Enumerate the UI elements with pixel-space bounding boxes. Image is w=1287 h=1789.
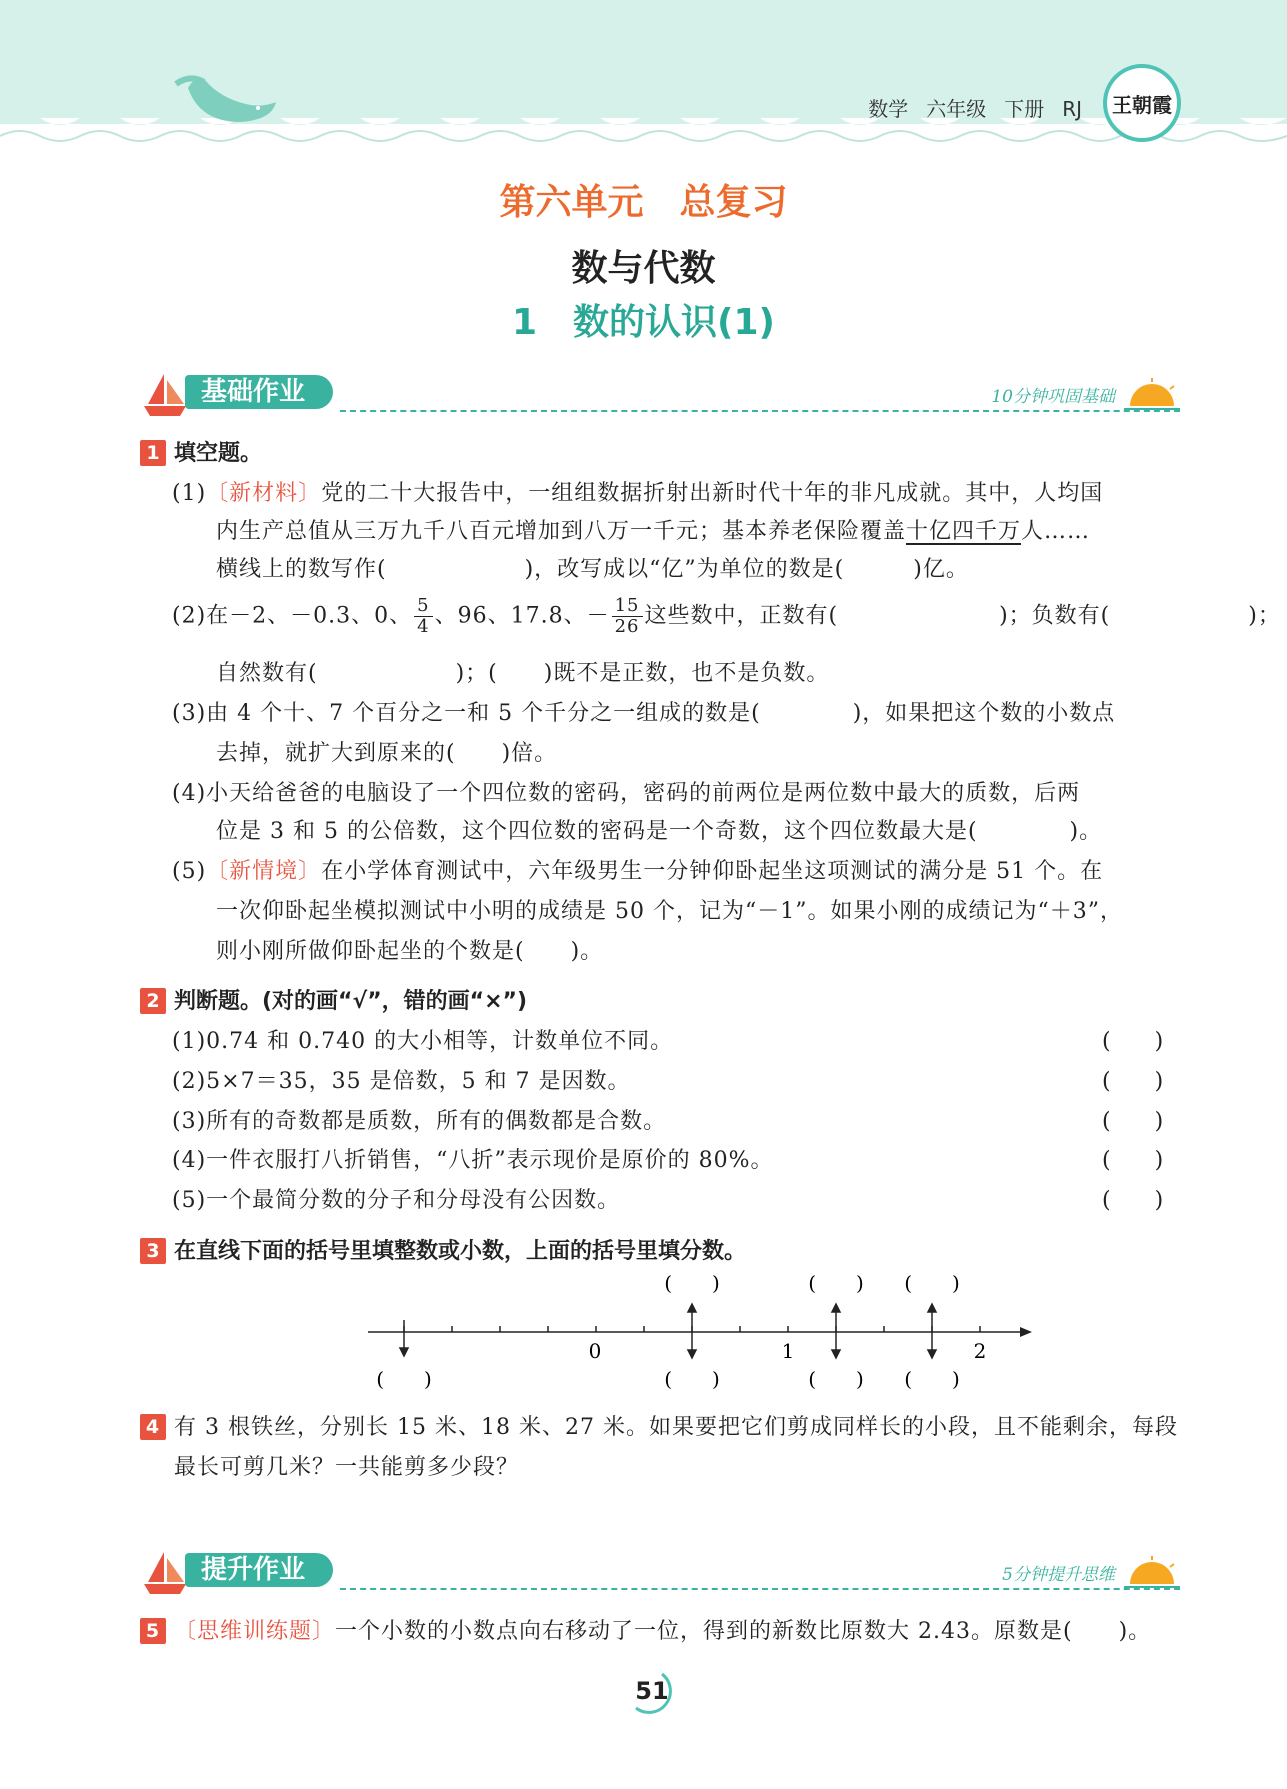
grade-label: 六年级	[926, 97, 987, 121]
blank-above: ( )	[904, 1271, 960, 1295]
wave-banner	[0, 0, 1287, 150]
q1-part4-line2: 位是 3 和 5 的公倍数，这个四位数的密码是一个奇数，这个四位数最大是( )。	[216, 819, 1103, 844]
question-2-heading	[140, 984, 527, 1015]
judge-item: (4)一件衣服打八折销售，“八折”表示现价是原价的 80%。	[172, 1148, 774, 1173]
section-title: 数与代数	[571, 248, 716, 289]
question-title: 填空题。	[174, 441, 263, 466]
part-text: 这些数中，正数有( )；负数有( )；	[644, 603, 1281, 629]
underlined-number: 十亿四千万	[906, 519, 1022, 544]
axis-arrow	[1020, 1327, 1032, 1337]
numerator: 15	[612, 596, 643, 617]
section-header-advanced	[140, 1548, 1180, 1598]
blank-below: ( )	[904, 1367, 960, 1391]
part-text: 、96、17.8、－	[434, 603, 610, 629]
page-header	[0, 0, 1287, 150]
q1-part1-line2	[216, 514, 1090, 545]
numerator: 5	[414, 596, 432, 617]
sunrise-icon	[1124, 376, 1180, 412]
question-title: 判断题。(对的画“√”，错的画“×”)	[174, 989, 528, 1014]
judge-item: (3)所有的奇数都是质数，所有的偶数都是合数。	[172, 1109, 667, 1134]
question-1-heading	[140, 436, 262, 467]
blank-above: ( )	[808, 1271, 864, 1295]
answer-blank[interactable]: ( )	[1102, 1188, 1164, 1213]
part-text: 党的二十大报告中，一组组数据折射出新时代十年的非凡成就。其中，人均国	[321, 481, 1104, 506]
q1-part5-line1	[172, 854, 1103, 885]
part-text: 内生产总值从三万九千八百元增加到八万一千元；基本养老保险覆盖	[216, 519, 907, 544]
question-number: 4	[140, 1414, 166, 1440]
q1-part4-line1: (4)小天给爸爸的电脑设了一个四位数的密码，密码的前两位是两位数中最大的质数，后两	[172, 781, 1081, 806]
section-header-basic	[140, 370, 1180, 420]
question-number: 5	[140, 1618, 166, 1644]
answer-blank[interactable]: ( )	[1102, 1029, 1164, 1054]
tick-label-0: 0	[588, 1339, 602, 1363]
q1-part2-line1	[172, 596, 1281, 637]
question-5	[140, 1614, 1151, 1645]
fraction	[414, 596, 432, 637]
section-note: 10分钟巩固基础	[991, 387, 1115, 407]
denominator: 4	[417, 616, 430, 637]
judge-item: (1)0.74 和 0.740 的大小相等，计数单位不同。	[172, 1029, 674, 1054]
question-4-line2: 最长可剪几米？一共能剪多少段？	[174, 1455, 520, 1480]
part-index: (2)	[172, 603, 207, 629]
section-note: 5分钟提升思维	[1002, 1565, 1115, 1585]
q1-part1-line3: 横线上的数写作( )，改写成以“亿”为单位的数是( )亿。	[216, 557, 969, 582]
question-number: 1	[140, 440, 166, 466]
page-number-text: 51	[635, 1677, 669, 1705]
question-text: 有 3 根铁丝，分别长 15 米、18 米、27 米。如果要把它们剪成同样长的小段，且不能剩余，每段	[174, 1415, 1178, 1440]
q1-part5-line3: 则小刚所做仰卧起坐的个数是( )。	[216, 939, 604, 964]
sailboat-icon	[140, 1548, 190, 1598]
edition-label: RJ	[1062, 97, 1082, 121]
part-text: 在－2、－0.3、0、	[206, 603, 413, 629]
question-title: 在直线下面的括号里填整数或小数，上面的括号里填分数。	[174, 1239, 747, 1264]
judge-item: (5)一个最简分数的分子和分母没有公因数。	[172, 1188, 621, 1213]
section-label: 提升作业	[185, 1553, 333, 1587]
denominator: 26	[614, 616, 640, 637]
question-text: 一个小数的小数点向右移动了一位，得到的新数比原数大 2.43。原数是( )。	[335, 1619, 1152, 1644]
subject-label: 数学	[868, 97, 909, 121]
answer-blank[interactable]: ( )	[1102, 1148, 1164, 1173]
part-index: (1)	[172, 481, 207, 506]
blank-below: ( )	[376, 1367, 432, 1391]
q1-part5-line2: 一次仰卧起坐模拟测试中小明的成绩是 50 个，记为“－1”。如果小刚的成绩记为“＋3”，	[216, 899, 1123, 924]
blank-below: ( )	[664, 1367, 720, 1391]
question-number: 2	[140, 988, 166, 1014]
brand-logo	[1103, 64, 1181, 142]
section-divider	[340, 410, 1180, 412]
blank-below: ( )	[808, 1367, 864, 1391]
answer-blank[interactable]: ( )	[1102, 1109, 1164, 1134]
volume-label: 下册	[1004, 97, 1045, 121]
part-text: 人……	[1021, 519, 1091, 544]
question-3-heading	[140, 1234, 746, 1265]
answer-blank[interactable]: ( )	[1102, 1069, 1164, 1094]
number-line	[360, 1268, 1040, 1398]
lesson-title: 1 数的认识(1)	[511, 302, 775, 343]
unit-title: 第六单元 总复习	[499, 182, 788, 223]
sailboat-icon	[140, 370, 190, 420]
q1-part3-line1: (3)由 4 个十、7 个百分之一和 5 个千分之一组成的数是( )，如果把这个数的小数点	[172, 701, 1116, 726]
q1-part3-line2: 去掉，就扩大到原来的( )倍。	[216, 741, 558, 766]
sunrise-icon	[1124, 1554, 1180, 1590]
blank-above: ( )	[664, 1271, 720, 1295]
q1-part1-line1	[172, 476, 1103, 507]
new-material-tag: 〔新材料〕	[206, 481, 322, 506]
page-number	[622, 1668, 682, 1714]
section-label: 基础作业	[185, 375, 333, 409]
tick-label-1: 1	[781, 1339, 795, 1363]
q1-part2-line2: 自然数有( )；( )既不是正数，也不是负数。	[216, 661, 830, 686]
question-4-line1	[140, 1410, 1178, 1441]
section-divider	[340, 1588, 1180, 1590]
part-index: (5)	[172, 859, 207, 884]
fraction	[612, 596, 643, 637]
part-text: 在小学体育测试中，六年级男生一分钟仰卧起坐这项测试的满分是 51 个。在	[321, 859, 1104, 884]
question-number: 3	[140, 1238, 166, 1264]
book-meta	[850, 93, 1082, 122]
judge-item: (2)5×7＝35，35 是倍数，5 和 7 是因数。	[172, 1069, 631, 1094]
thinking-training-tag: 〔思维训练题〕	[174, 1619, 336, 1644]
new-scenario-tag: 〔新情境〕	[206, 859, 322, 884]
tick-label-2: 2	[973, 1339, 987, 1363]
logo-text: 王朝霞	[1112, 92, 1172, 117]
